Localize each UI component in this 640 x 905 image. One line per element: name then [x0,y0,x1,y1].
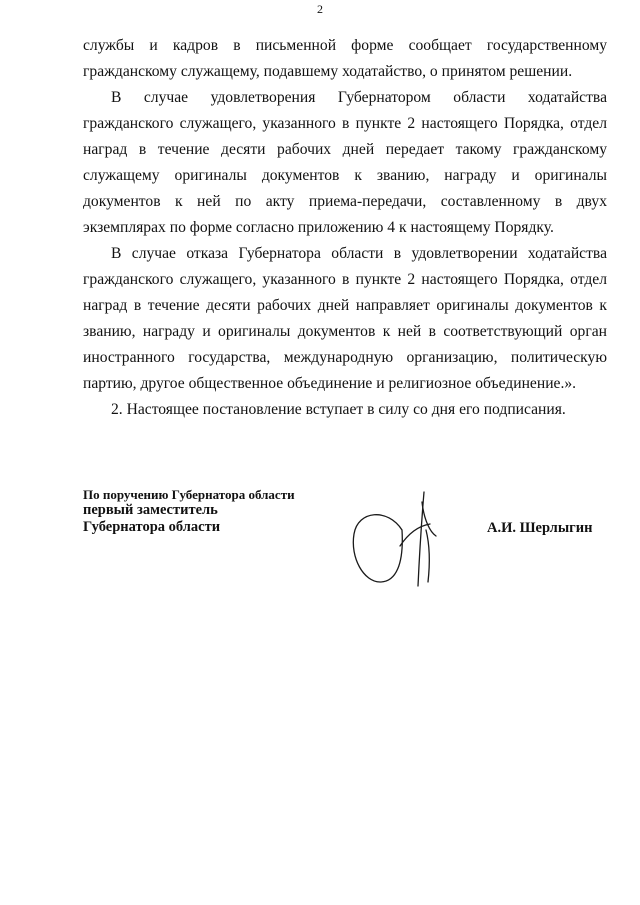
signer-name: А.И. Шерлыгин [487,520,593,536]
signatory-title-line2: первый заместитель [83,502,218,518]
paragraph-approval: В случае удовлетворения Губернатором области ходатайства гражданского служащего, указанного в пункте 2 настоящего Порядка, отдел наград в течение десяти рабочих дней передает такому гражданскому служащему оригиналы документов к званию, награду и оригиналы документов к ней по акту приема-передачи, составленному в двух экземплярах по форме согласно приложению 4 к настоящему Порядку. [83,89,607,236]
paragraph-refusal: В случае отказа Губернатора области в удовлетворении ходатайства гражданского служащего, указанного в пункте 2 настоящего Порядка, отдел наград в течение десяти рабочих дней направляет оригиналы документов к званию, награду и оригиналы документов к ней в соответствующий орган иностранного государства, международную организацию, политическую партию, другое общественное объединение и религиозное объединение.». [83,245,607,392]
page-number: 2 [317,2,323,16]
signatory-title-line3: Губернатора области [83,519,221,535]
signatory-title [83,487,295,536]
handwritten-signature [344,490,444,590]
document-body [83,33,607,423]
paragraph-effective-date: 2. Настоящее постановление вступает в силу со дня его подписания. [111,401,566,418]
signatory-title-line1: По поручению Губернатора области [83,487,295,502]
paragraph-continuation: службы и кадров в письменной форме сообщает государственному гражданскому служащему, подавшему ходатайство, о принятом решении. [83,37,607,80]
